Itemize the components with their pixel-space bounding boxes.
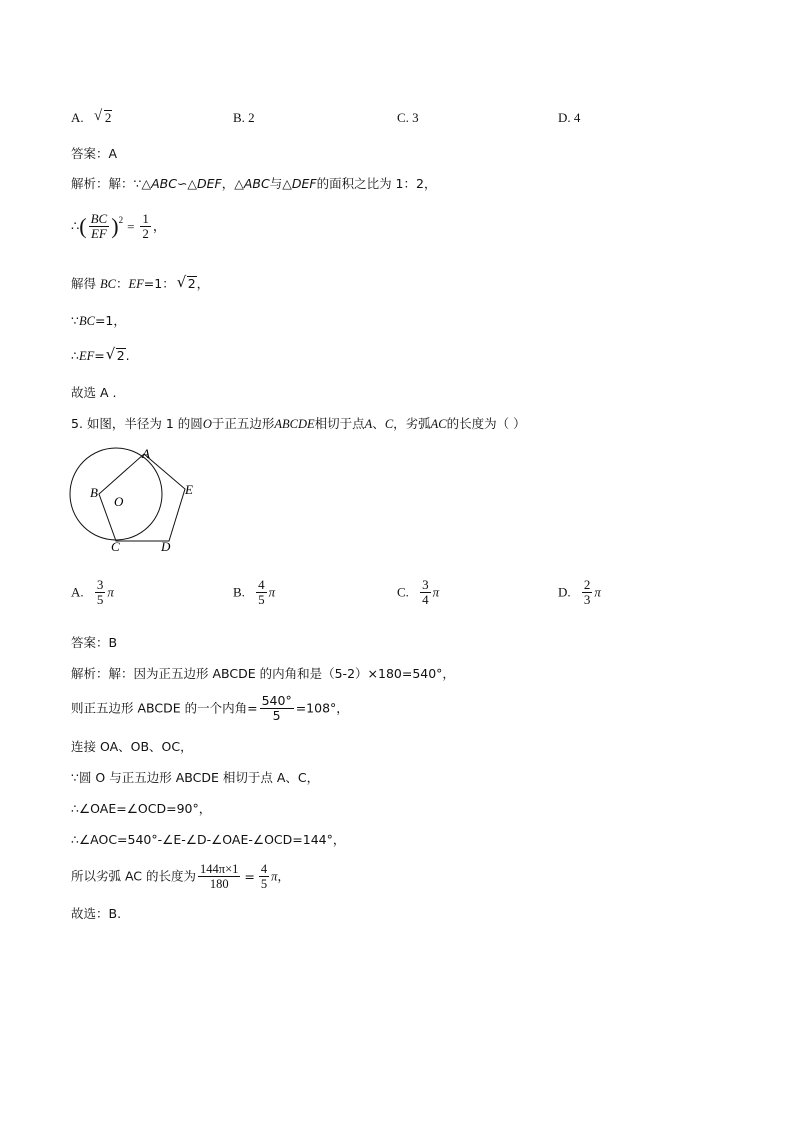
q4-choose: 故选 A .	[71, 385, 117, 400]
pentagon-abcde	[99, 454, 185, 541]
sqrt-symbol: √ 2	[95, 110, 113, 126]
q5-analysis-line5: ∴∠OAE=∠OCD=90°，	[71, 801, 212, 816]
q4-given-bc: ∵BC=1，	[71, 313, 126, 328]
q4-ratio-equation: ∴( $\frac{BC}{EF}$ )$^2$ = $\frac{1}{2}$ ，	[71, 211, 166, 241]
q4-solve-line: 解得 BC：EF=1：√ 2，	[71, 276, 209, 292]
q4-option-a: A. √ 2	[71, 110, 112, 126]
q5-answer: 答案：B	[71, 635, 118, 650]
q5-analysis-line1: 解析：解：因为正五边形 ABCDE 的内角和是（5-2）×180=540°，	[71, 666, 455, 681]
q4-result-ef: ∴EF=√ 2.	[71, 348, 130, 364]
q5-option-d: D. $\frac{2}{3}$ π	[558, 577, 601, 607]
q5-analysis-line2: 则正五边形 ABCDE 的一个内角= $\frac{540^\circ}{5}$ =108°，	[71, 693, 349, 723]
label-b: B	[90, 485, 98, 500]
q4-option-b: B. 2	[233, 110, 255, 125]
label-o: O	[114, 494, 124, 509]
sqrt-symbol: √ 2	[107, 348, 126, 364]
q5-analysis-line3: 连接 OA、OB、OC，	[71, 739, 193, 754]
q5-stem: 5. 如图，半径为 1 的圆O于正五边形ABCDE相切于点A、C，劣弧AC的长度为（ ）	[71, 416, 526, 431]
label-c: C	[111, 539, 120, 554]
label-d: D	[161, 539, 171, 554]
q4-option-d: D. 4	[558, 110, 581, 125]
q4-answer: 答案：A	[71, 146, 118, 161]
q5-analysis-line7: 所以劣弧 AC 的长度为 $\frac{144\pi\times 1}{180}$ = $\frac{4}{5}$ π，	[71, 862, 290, 891]
q4-option-c: C. 3	[397, 110, 419, 125]
sqrt-symbol: √ 2	[178, 276, 197, 292]
q5-pentagon-circle-figure	[66, 446, 206, 558]
q5-option-b: B. $\frac{4}{5}$ π	[233, 577, 276, 607]
q5-option-c: C. $\frac{3}{4}$ π	[397, 577, 440, 607]
label-e: E	[185, 482, 193, 497]
q5-option-a: A. $\frac{3}{5}$ π	[71, 577, 114, 607]
q5-choose: 故选：B.	[71, 906, 122, 921]
q5-analysis-line4: ∵圆 O 与正五边形 ABCDE 相切于点 A、C，	[71, 770, 320, 785]
q5-analysis-line6: ∴∠AOC=540°-∠E-∠D-∠OAE-∠OCD=144°，	[71, 832, 346, 847]
q4-analysis-line1: 解析：解：∵△ABC∽△DEF，△ABC与△DEF的面积之比为 1：2，	[71, 176, 437, 191]
label-a: A	[142, 446, 150, 461]
